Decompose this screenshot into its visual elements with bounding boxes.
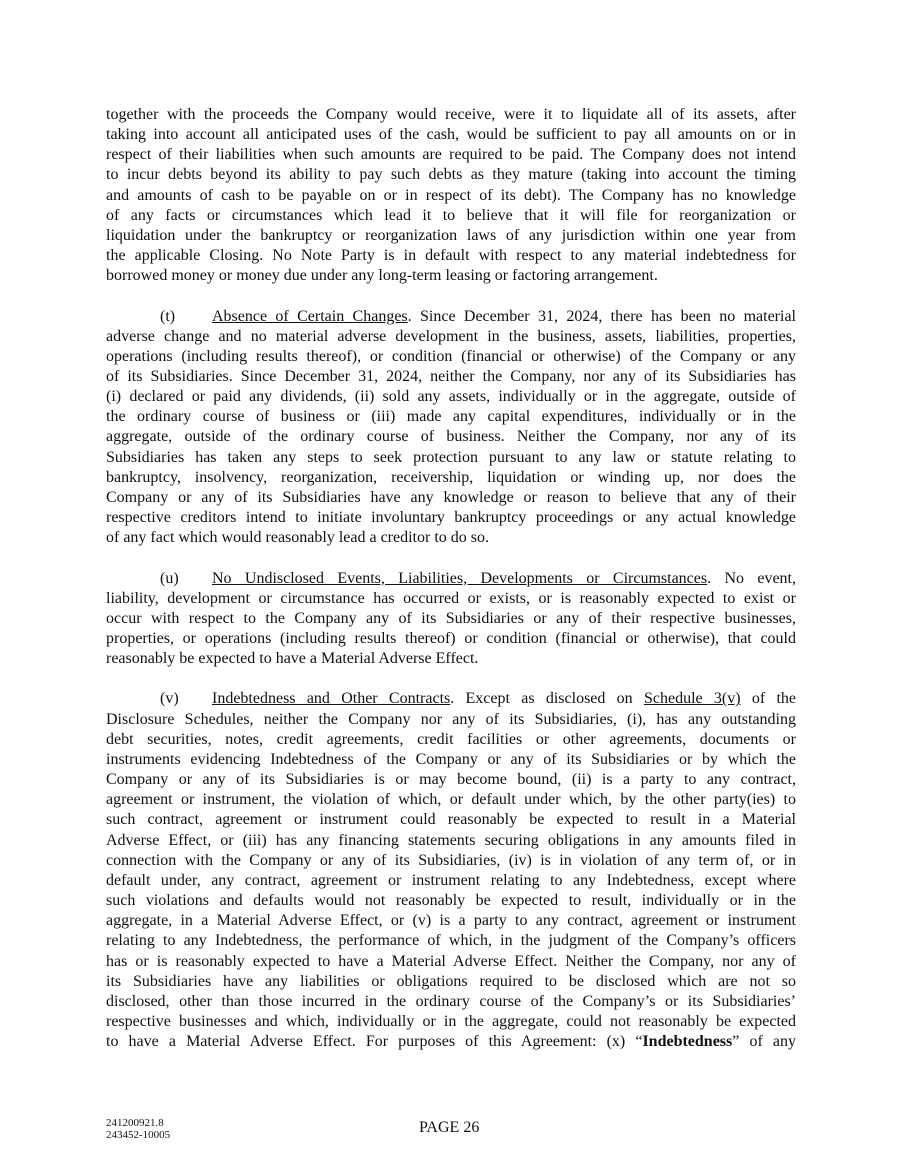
text-run: connection with the Company or any of its Subsidiaries, (iv) is in violation of any term of, or in (106, 851, 796, 869)
text-run: liquidation under the bankruptcy or reorganization laws of any jurisdiction within one year from (106, 226, 796, 244)
text-run: occur with respect to the Company any of its Subsidiaries or any of their respective businesses, (106, 609, 796, 627)
text-line (106, 1012, 796, 1032)
page-number: PAGE 26 (419, 1119, 480, 1136)
text-run: properties, or operations (including results thereof) or condition (financial or otherwise), that could (106, 630, 796, 648)
text-run: . No event, (707, 569, 797, 587)
text-line (106, 569, 796, 589)
text-run: disclosed, other than those incurred in the ordinary course of the Company’s or its Subsidiaries’ (106, 992, 796, 1010)
text-run: and amounts of cash to be payable on or in respect of its debt). The Company has no knowledge (106, 186, 796, 204)
text-line (106, 911, 796, 931)
text-line (106, 589, 796, 609)
text-run: respect of their liabilities when such amounts are required to be paid. The Company does not intend (106, 146, 796, 164)
text-run: respective creditors intend to initiate involuntary bankruptcy proceedings or any actual knowledge (106, 509, 796, 527)
text-line (106, 750, 796, 770)
text-line (106, 448, 796, 468)
text-run: relating to any Indebtedness, the performance of which, in the judgment of the Company’s officers (106, 932, 796, 950)
text-line (106, 810, 796, 830)
text-run: Adverse Effect, or (iii) has any financing statements securing obligations in any amounts filed in (106, 831, 796, 849)
text-line (106, 831, 796, 851)
text-run: Company or any of its Subsidiaries is or may become bound, (ii) is a party to any contract, (106, 771, 796, 789)
text-line (106, 165, 796, 185)
text-line (106, 992, 796, 1012)
text-line (106, 790, 796, 810)
text-line (106, 1032, 796, 1052)
text-line (106, 407, 796, 427)
section-t (106, 307, 796, 549)
text-line (106, 266, 796, 286)
text-line (106, 307, 796, 327)
text-run: of any facts or circumstances which lead it to believe that it will file for reorganization or (106, 206, 796, 224)
text-line (106, 226, 796, 246)
text-run: . Except as disclosed on (450, 690, 644, 708)
text-line (106, 689, 796, 709)
text-line (106, 468, 796, 488)
section-heading: Indebtedness and Other Contracts (212, 690, 451, 708)
text-run: borrowed money or money due under any long-term leasing or factoring arrangement. (106, 267, 658, 285)
text-run: the applicable Closing. No Note Party is in default with respect to any material indebtedness for (106, 247, 796, 265)
text-run: such violations and defaults would not reasonably be expected to result, individually or in the (106, 892, 796, 910)
text-line (106, 206, 796, 226)
text-line (106, 528, 796, 548)
text-line (106, 851, 796, 871)
text-line (106, 145, 796, 165)
text-run: operations (including results thereof), or condition (financial or otherwise) of the Company or any (106, 347, 796, 365)
text-run: to have a Material Adverse Effect. For purposes of this Agreement: (x) “ (106, 1033, 643, 1051)
text-run: default under, any contract, agreement or instrument relating to any Indebtedness, except where (106, 871, 796, 889)
footer-matter-id: 243452-10005 (106, 1129, 171, 1141)
section-v (106, 689, 796, 1052)
text-run: Subsidiaries has taken any steps to seek protection pursuant to any law or statute relating to (106, 448, 796, 466)
text-run: reasonably be expected to have a Material Adverse Effect. (106, 650, 479, 668)
text-run: liability, development or circumstance has occurred or exists, or is reasonably expected to exist or (106, 589, 796, 607)
text-line (106, 649, 796, 669)
text-line (106, 972, 796, 992)
footer-doc-ids (106, 1117, 170, 1141)
section-heading: No Undisclosed Events, Liabilities, Developments or Circumstances (212, 569, 708, 587)
text-line (106, 891, 796, 911)
text-line (106, 730, 796, 750)
text-run: of its Subsidiaries. Since December 31, 2024, neither the Company, nor any of its Subsidiaries has (106, 368, 796, 386)
footer-doc-id: 241200921.8 (106, 1117, 164, 1129)
text-run: of the (740, 690, 797, 708)
text-line (106, 367, 796, 387)
defined-term: Indebtedness (642, 1033, 733, 1051)
text-run: . Since December 31, 2024, there has been no material (407, 307, 796, 325)
text-run: aggregate, in a Material Adverse Effect, or (v) is a party to any contract, agreement or instrument (106, 912, 796, 930)
text-line (106, 327, 796, 347)
text-run: to incur debts beyond its ability to pay such debts as they mature (taking into account the timing (106, 166, 796, 184)
text-line (106, 347, 796, 367)
text-run: ” of any (732, 1033, 796, 1051)
text-run: taking into account all anticipated uses of the cash, would be sufficient to pay all amounts on or in (106, 126, 796, 144)
document-body (106, 105, 796, 1072)
text-run: adverse change and no material adverse development in the business, assets, liabilities, properties, (106, 327, 796, 345)
text-run: Disclosure Schedules, neither the Company nor any of its Subsidiaries, (i), has any outstanding (106, 710, 796, 728)
text-run: its Subsidiaries have any liabilities or obligations required to be disclosed which are not so (106, 972, 796, 990)
text-run: such contract, agreement or instrument could reasonably be expected to result in a Material (106, 811, 796, 829)
text-line (106, 952, 796, 972)
section-heading: Schedule 3(v) (643, 690, 741, 708)
text-line (106, 387, 796, 407)
text-run: together with the proceeds the Company would receive, were it to liquidate all of its assets, after (106, 106, 796, 123)
text-run: debt securities, notes, credit agreements, credit facilities or other agreements, documents or (106, 730, 796, 748)
text-run: instruments evidencing Indebtedness of the Company or any of its Subsidiaries or by which the (106, 750, 796, 768)
text-run: agreement or instrument, the violation of which, or default under which, by the other party(ies) to (106, 791, 796, 809)
text-line (106, 105, 796, 125)
text-run: Company or any of its Subsidiaries have any knowledge or reason to believe that any of their (106, 488, 796, 506)
text-line (106, 710, 796, 730)
section-heading: Absence of Certain Changes (212, 307, 408, 325)
section-label: (t) (160, 307, 176, 325)
text-line (106, 770, 796, 790)
text-line (106, 125, 796, 145)
text-run: has or is reasonably expected to have a Material Adverse Effect. Neither the Company, nor any of (106, 952, 796, 970)
paragraph (106, 105, 796, 286)
text-line (106, 246, 796, 266)
text-run: (i) declared or paid any dividends, (ii) sold any assets, individually or in the aggregate, outside of (106, 388, 796, 406)
text-line (106, 186, 796, 206)
text-run: bankruptcy, insolvency, reorganization, receivership, liquidation or winding up, nor does the (106, 468, 796, 486)
text-line (106, 427, 796, 447)
text-run: the ordinary course of business or (iii) made any capital expenditures, individually or in the (106, 408, 796, 426)
text-line (106, 609, 796, 629)
text-line (106, 629, 796, 649)
text-run: of any fact which would reasonably lead a creditor to do so. (106, 529, 489, 547)
section-u (106, 569, 796, 670)
section-label: (u) (160, 569, 179, 587)
text-line (106, 871, 796, 891)
text-run: aggregate, outside of the ordinary course of business. Neither the Company, nor any of its (106, 428, 796, 446)
text-line (106, 488, 796, 508)
text-line (106, 931, 796, 951)
section-label: (v) (160, 690, 179, 708)
text-run: respective businesses and which, individually or in the aggregate, could not reasonably be expected (106, 1012, 796, 1030)
text-line (106, 508, 796, 528)
